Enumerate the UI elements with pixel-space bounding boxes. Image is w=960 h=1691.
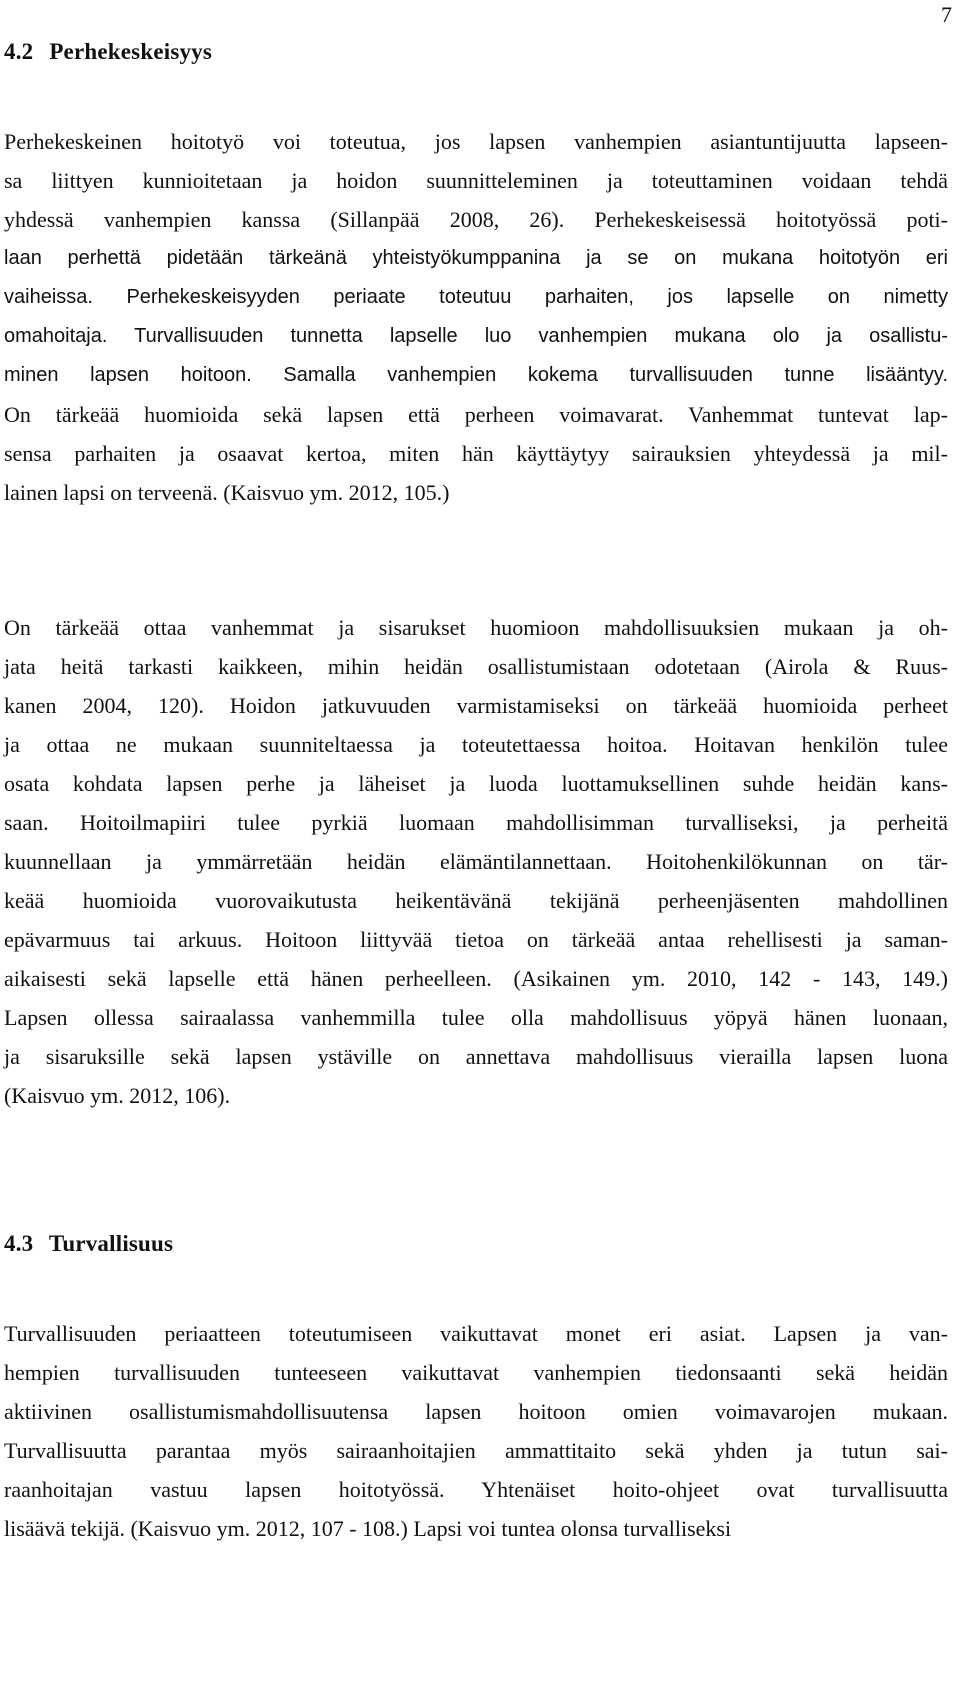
paragraph-perhekeskeisyys-1 xyxy=(4,122,948,512)
text-line: ja sisaruksille sekä lapsen ystäville on annettava mahdollisuus vierailla lapsen luona xyxy=(4,1044,948,1069)
text-line: kuunnellaan ja ymmärretään heidän elämäntilannettaan. Hoitohenkilökunnan on tär- xyxy=(4,849,948,874)
section-title: Perhekeskeisyys xyxy=(49,39,213,64)
text-line: yhdessä vanhempien kanssa (Sillanpää 2008, 26). Perhekeskeisessä hoitotyössä poti- xyxy=(4,207,948,232)
text-line: On tärkeää huomioida sekä lapsen että perheen voimavarat. Vanhemmat tuntevat lap- xyxy=(4,402,948,427)
text-line: epävarmuus tai arkuus. Hoitoon liittyvää tietoa on tärkeää antaa rehellisesti ja saman- xyxy=(4,927,948,952)
text-line: lainen lapsi on terveenä. (Kaisvuo ym. 2012, 105.) xyxy=(4,480,450,505)
text-line: hempien turvallisuuden tunteeseen vaikuttavat vanhempien tiedonsaanti sekä heidän xyxy=(4,1360,948,1385)
text-line: aktiivinen osallistumismahdollisuutensa lapsen hoitoon omien voimavarojen mukaan. xyxy=(4,1399,948,1424)
paragraph-perhekeskeisyys-2 xyxy=(4,608,948,1115)
section-number: 4.2 xyxy=(4,39,34,64)
section-heading-4-3 xyxy=(4,1230,173,1258)
section-number: 4.3 xyxy=(4,1231,34,1256)
paragraph-turvallisuus-1 xyxy=(4,1314,948,1548)
text-line: raanhoitajan vastuu lapsen hoitotyössä. Yhtenäiset hoito-ohjeet ovat turvallisuutta xyxy=(4,1477,948,1502)
text-line: Perhekeskeinen hoitotyö voi toteutua, jos lapsen vanhempien asiantuntijuutta lapseen- xyxy=(4,129,948,154)
text-line: lisäävä tekijä. (Kaisvuo ym. 2012, 107 - 108.) Lapsi voi tuntea olonsa turvalliseksi xyxy=(4,1516,732,1541)
section-heading-4-2 xyxy=(4,38,212,66)
text-line: laan perhettä pidetään tärkeänä yhteistyökumppanina ja se on mukana hoitotyön eri xyxy=(4,247,948,269)
text-line: osata kohdata lapsen perhe ja läheiset ja luoda luottamuksellinen suhde heidän kans- xyxy=(4,771,948,796)
text-line: jata heitä tarkasti kaikkeen, mihin heidän osallistumistaan odotetaan (Airola & Ruus- xyxy=(4,654,948,679)
text-line: keää huomioida vuorovaikutusta heikentävänä tekijänä perheenjäsenten mahdollinen xyxy=(4,888,948,913)
text-line: sa liittyen kunnioitetaan ja hoidon suunnitteleminen ja toteuttaminen voidaan tehdä xyxy=(4,168,948,193)
text-line: aikaisesti sekä lapselle että hänen perheelleen. (Asikainen ym. 2010, 142 - 143, 149.) xyxy=(4,966,948,991)
text-line: sensa parhaiten ja osaavat kertoa, miten hän käyttäytyy sairauksien yhteydessä ja mil- xyxy=(4,441,948,466)
text-line: Lapsen ollessa sairaalassa vanhemmilla tulee olla mahdollisuus yöpyä hänen luonaan, xyxy=(4,1005,948,1030)
text-line: (Kaisvuo ym. 2012, 106). xyxy=(4,1083,231,1108)
text-line: omahoitaja. Turvallisuuden tunnetta lapselle luo vanhempien mukana olo ja osallistu- xyxy=(4,325,948,347)
text-line: minen lapsen hoitoon. Samalla vanhempien kokema turvallisuuden tunne lisääntyy. xyxy=(4,364,948,386)
text-line: ja ottaa ne mukaan suunniteltaessa ja toteutettaessa hoitoa. Hoitavan henkilön tulee xyxy=(4,732,948,757)
text-line: On tärkeää ottaa vanhemmat ja sisarukset huomioon mahdollisuuksien mukaan ja oh- xyxy=(4,615,948,640)
section-title: Turvallisuus xyxy=(48,1231,174,1256)
text-line: saan. Hoitoilmapiiri tulee pyrkiä luomaan mahdollisimman turvalliseksi, ja perheitä xyxy=(4,810,948,835)
text-line: vaiheissa. Perhekeskeisyyden periaate toteutuu parhaiten, jos lapselle on nimetty xyxy=(4,286,948,308)
page-number: 7 xyxy=(941,2,952,27)
text-line: Turvallisuuden periaatteen toteutumiseen vaikuttavat monet eri asiat. Lapsen ja van- xyxy=(4,1321,948,1346)
text-line: kanen 2004, 120). Hoidon jatkuvuuden varmistamiseksi on tärkeää huomioida perheet xyxy=(4,693,948,718)
text-line: Turvallisuutta parantaa myös sairaanhoitajien ammattitaito sekä yhden ja tutun sai- xyxy=(4,1438,948,1463)
